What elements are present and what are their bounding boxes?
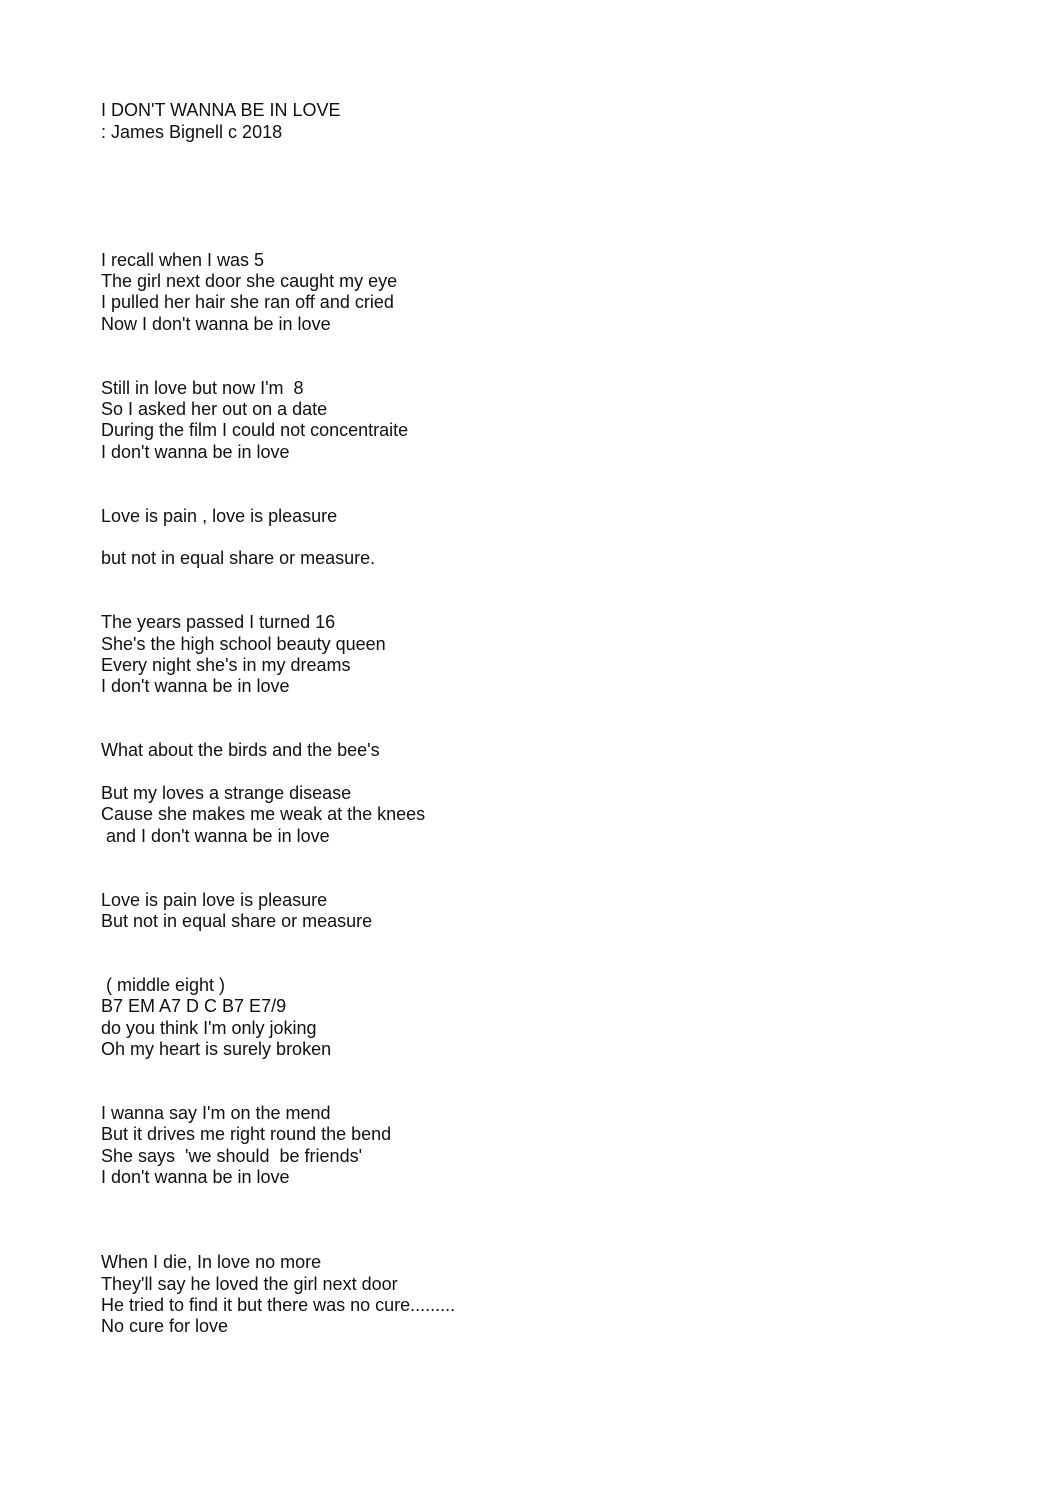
lyric-line: She says 'we should be friends' — [101, 1146, 363, 1166]
lyric-line: Cause she makes me weak at the knees — [101, 804, 426, 824]
lyric-line: No cure for love — [101, 1316, 229, 1336]
lyric-line: But it drives me right round the bend — [101, 1124, 392, 1144]
lyric-line: Love is pain love is pleasure — [101, 890, 328, 910]
lyric-line: and I don't wanna be in love — [101, 826, 330, 846]
lyric-line: The years passed I turned 16 — [101, 612, 336, 632]
lyric-line: During the film I could not concentraite — [101, 420, 409, 440]
lyric-line: I pulled her hair she ran off and cried — [101, 292, 394, 312]
lyric-line: Every night she's in my dreams — [101, 655, 351, 675]
lyric-line: I recall when I was 5 — [101, 250, 265, 270]
lyric-line: Love is pain , love is pleasure — [101, 506, 338, 526]
author-credit: : James Bignell c 2018 — [101, 122, 283, 142]
lyric-line: I don't wanna be in love — [101, 1167, 290, 1187]
lyric-line: When I die, In love no more — [101, 1252, 322, 1272]
lyric-line: But my loves a strange disease — [101, 783, 352, 803]
lyric-line: I don't wanna be in love — [101, 442, 290, 462]
section-label: ( middle eight ) — [101, 975, 226, 995]
lyric-line: The girl next door she caught my eye — [101, 271, 398, 291]
lyric-line: Oh my heart is surely broken — [101, 1039, 332, 1059]
lyric-line: I don't wanna be in love — [101, 676, 290, 696]
lyric-line: do you think I'm only joking — [101, 1018, 317, 1038]
lyric-line: What about the birds and the bee's — [101, 740, 380, 760]
lyric-line: Still in love but now I'm 8 — [101, 378, 304, 398]
lyric-line: They'll say he loved the girl next door — [101, 1274, 398, 1294]
chord-line: B7 EM A7 D C B7 E7/9 — [101, 996, 287, 1016]
lyric-line: So I asked her out on a date — [101, 399, 328, 419]
lyric-line: But not in equal share or measure — [101, 911, 373, 931]
lyric-line: I wanna say I'm on the mend — [101, 1103, 331, 1123]
lyric-line: but not in equal share or measure. — [101, 548, 376, 568]
lyric-line: He tried to find it but there was no cure......... — [101, 1295, 456, 1315]
song-title: I DON'T WANNA BE IN LOVE — [101, 100, 341, 120]
lyric-line: She's the high school beauty queen — [101, 634, 386, 654]
lyric-line: Now I don't wanna be in love — [101, 314, 331, 334]
